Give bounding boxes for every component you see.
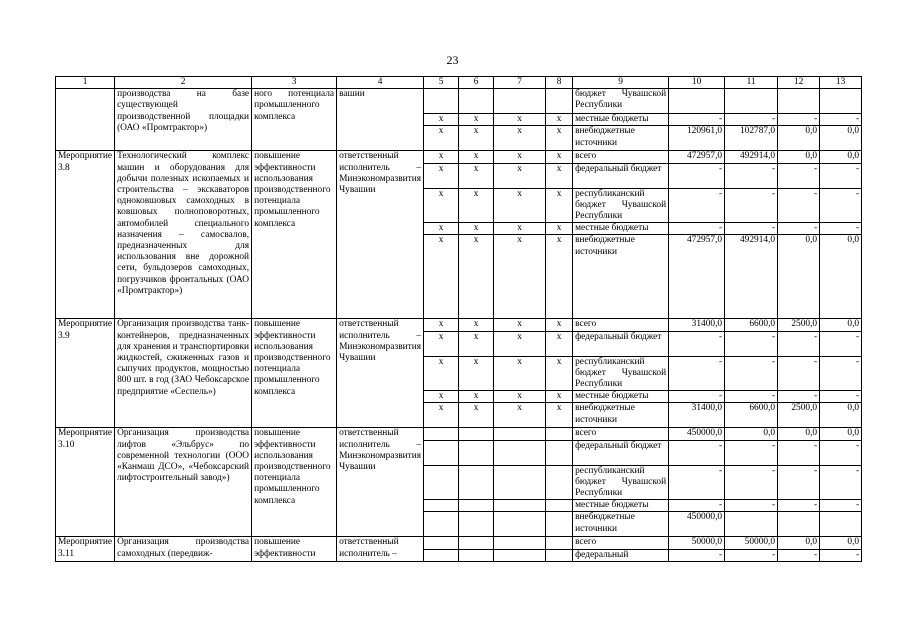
code-cell: х bbox=[494, 151, 546, 163]
funding-source: всего bbox=[573, 151, 669, 163]
amount-cell: 0,0 bbox=[820, 235, 862, 319]
amount-cell bbox=[778, 512, 820, 537]
amount-cell: - bbox=[820, 114, 862, 126]
measure-id: Мероприятие 3.9 bbox=[56, 319, 115, 428]
amount-cell: 0,0 bbox=[725, 428, 778, 440]
amount-cell: 472957,0 bbox=[669, 151, 725, 163]
code-cell: х bbox=[546, 331, 573, 356]
code-cell: х bbox=[424, 223, 459, 235]
code-cell bbox=[424, 512, 459, 537]
amount-cell bbox=[669, 89, 725, 114]
code-cell: х bbox=[459, 163, 494, 188]
code-cell bbox=[546, 500, 573, 512]
code-cell bbox=[494, 537, 546, 549]
code-cell: х bbox=[424, 163, 459, 188]
amount-cell: 2500,0 bbox=[778, 403, 820, 428]
code-cell: х bbox=[546, 126, 573, 151]
amount-cell: - bbox=[778, 549, 820, 561]
code-cell: х bbox=[546, 356, 573, 391]
funding-source: всего bbox=[573, 319, 669, 331]
amount-cell: - bbox=[820, 391, 862, 403]
amount-cell: - bbox=[669, 188, 725, 223]
code-cell: х bbox=[494, 331, 546, 356]
funding-source: местные бюджеты bbox=[573, 114, 669, 126]
code-cell: х bbox=[546, 391, 573, 403]
code-cell bbox=[459, 428, 494, 440]
amount-cell: - bbox=[725, 391, 778, 403]
amount-cell: - bbox=[669, 549, 725, 561]
code-cell: х bbox=[546, 235, 573, 319]
measure-name: Технологический комплекс машин и оборудования для добычи полезных ископаемых и строительства – экскаваторов одноковшовых самоходных в ковшовых полноповоротных, автомобилей специального назначения – самосвалов, предназначенных для использования вне дорожной сети, бульдозеров самоходных, погрузчиков фронтальных (ОАО «Промтрактор») bbox=[115, 151, 252, 319]
amount-cell: - bbox=[820, 356, 862, 391]
amount-cell bbox=[820, 89, 862, 114]
code-cell: х bbox=[494, 391, 546, 403]
code-cell: х bbox=[424, 391, 459, 403]
code-cell: х bbox=[494, 403, 546, 428]
amount-cell: - bbox=[669, 223, 725, 235]
amount-cell: - bbox=[778, 331, 820, 356]
program-table bbox=[55, 76, 862, 562]
amount-cell: 6600,0 bbox=[725, 319, 778, 331]
funding-source: всего bbox=[573, 537, 669, 549]
code-cell bbox=[546, 89, 573, 114]
code-cell: х bbox=[424, 188, 459, 223]
code-cell bbox=[494, 500, 546, 512]
table-row bbox=[56, 537, 862, 549]
code-cell bbox=[494, 440, 546, 465]
code-cell: х bbox=[546, 319, 573, 331]
table-body bbox=[56, 77, 862, 562]
funding-source: внебюджетные источники bbox=[573, 403, 669, 428]
funding-source: бюджет Чувашской Республики bbox=[573, 89, 669, 114]
code-cell bbox=[494, 465, 546, 500]
code-cell: х bbox=[459, 188, 494, 223]
code-cell: х bbox=[494, 126, 546, 151]
amount-cell: - bbox=[669, 356, 725, 391]
code-cell bbox=[459, 512, 494, 537]
code-cell bbox=[546, 549, 573, 561]
funding-source: федеральный бюджет bbox=[573, 163, 669, 188]
code-cell bbox=[546, 428, 573, 440]
amount-cell bbox=[778, 89, 820, 114]
amount-cell: 0,0 bbox=[820, 126, 862, 151]
col-header: 6 bbox=[459, 77, 494, 89]
measure-name: Организация производства лифтов «Эльбрус» по современной технологии (ООО «Канмаш ДСО», «Чебоксарский лифтостроительный завод») bbox=[115, 428, 252, 537]
code-cell: х bbox=[546, 223, 573, 235]
funding-source: всего bbox=[573, 428, 669, 440]
code-cell: х bbox=[459, 223, 494, 235]
col-header: 3 bbox=[252, 77, 337, 89]
col-header: 12 bbox=[778, 77, 820, 89]
code-cell: х bbox=[424, 114, 459, 126]
amount-cell: 50000,0 bbox=[725, 537, 778, 549]
amount-cell: - bbox=[669, 500, 725, 512]
measure-name: Организация производства танк-контейнеров, предназначенных для хранения и транспортировки жидкостей, сжиженных газов и сыпучих продуктов, мощностью 800 шт. в год (ЗАО Чебоксарское предприятие «Сеспель») bbox=[115, 319, 252, 428]
code-cell bbox=[494, 428, 546, 440]
responsible-executor: ответственный исполнитель – Минэкономразвития Чувашии bbox=[337, 319, 424, 428]
amount-cell: 6600,0 bbox=[725, 403, 778, 428]
responsible-executor: вашии bbox=[337, 89, 424, 151]
amount-cell bbox=[820, 512, 862, 537]
code-cell bbox=[494, 512, 546, 537]
code-cell: х bbox=[494, 114, 546, 126]
amount-cell: - bbox=[778, 440, 820, 465]
amount-cell: 492914,0 bbox=[725, 235, 778, 319]
code-cell bbox=[546, 440, 573, 465]
code-cell: х bbox=[459, 151, 494, 163]
amount-cell: - bbox=[669, 114, 725, 126]
measure-id: Мероприятие 3.11 bbox=[56, 537, 115, 561]
amount-cell: 120961,0 bbox=[669, 126, 725, 151]
amount-cell bbox=[725, 89, 778, 114]
amount-cell: - bbox=[778, 356, 820, 391]
code-cell: х bbox=[459, 114, 494, 126]
amount-cell: 0,0 bbox=[820, 403, 862, 428]
code-cell bbox=[424, 537, 459, 549]
amount-cell: 0,0 bbox=[778, 151, 820, 163]
code-cell: х bbox=[494, 223, 546, 235]
code-cell: х bbox=[494, 235, 546, 319]
measure-goal: ного потенциала промышленного комплекса bbox=[252, 89, 337, 151]
measure-name: Организация производства самоходных (передвиж- bbox=[115, 537, 252, 561]
code-cell: х bbox=[424, 403, 459, 428]
amount-cell: 0,0 bbox=[820, 537, 862, 549]
code-cell bbox=[424, 440, 459, 465]
amount-cell: - bbox=[820, 163, 862, 188]
code-cell bbox=[546, 537, 573, 549]
amount-cell: 50000,0 bbox=[669, 537, 725, 549]
code-cell bbox=[424, 428, 459, 440]
code-cell: х bbox=[546, 114, 573, 126]
code-cell bbox=[424, 465, 459, 500]
amount-cell: - bbox=[778, 223, 820, 235]
measure-goal: повышение эффективности bbox=[252, 537, 337, 561]
col-header: 9 bbox=[573, 77, 669, 89]
amount-cell: - bbox=[725, 163, 778, 188]
code-cell: х bbox=[424, 331, 459, 356]
col-header: 2 bbox=[115, 77, 252, 89]
funding-source: местные бюджеты bbox=[573, 391, 669, 403]
amount-cell: - bbox=[820, 188, 862, 223]
col-header: 13 bbox=[820, 77, 862, 89]
code-cell: х bbox=[459, 235, 494, 319]
amount-cell: - bbox=[820, 223, 862, 235]
amount-cell: - bbox=[669, 163, 725, 188]
code-cell: х bbox=[546, 403, 573, 428]
col-header: 4 bbox=[337, 77, 424, 89]
funding-source: местные бюджеты bbox=[573, 223, 669, 235]
responsible-executor: ответственный исполнитель – Минэкономразвития Чувашии bbox=[337, 428, 424, 537]
code-cell: х bbox=[494, 356, 546, 391]
amount-cell: - bbox=[725, 188, 778, 223]
code-cell: х bbox=[494, 188, 546, 223]
col-header: 10 bbox=[669, 77, 725, 89]
amount-cell: - bbox=[725, 356, 778, 391]
code-cell bbox=[459, 549, 494, 561]
amount-cell: 102787,0 bbox=[725, 126, 778, 151]
amount-cell: - bbox=[820, 500, 862, 512]
amount-cell: 31400,0 bbox=[669, 403, 725, 428]
amount-cell: 450000,0 bbox=[669, 512, 725, 537]
code-cell bbox=[459, 537, 494, 549]
code-cell bbox=[546, 512, 573, 537]
measure-goal: повышение эффективности использования производственного потенциала промышленного комплекса bbox=[252, 151, 337, 319]
amount-cell: - bbox=[820, 440, 862, 465]
amount-cell: - bbox=[778, 163, 820, 188]
code-cell: х bbox=[546, 188, 573, 223]
amount-cell: 0,0 bbox=[820, 428, 862, 440]
amount-cell: - bbox=[820, 549, 862, 561]
amount-cell: - bbox=[725, 500, 778, 512]
code-cell: х bbox=[424, 126, 459, 151]
code-cell bbox=[459, 440, 494, 465]
amount-cell: - bbox=[725, 223, 778, 235]
measure-id: Мероприятие 3.10 bbox=[56, 428, 115, 537]
code-cell: х bbox=[494, 319, 546, 331]
code-cell: х bbox=[459, 126, 494, 151]
amount-cell: 31400,0 bbox=[669, 319, 725, 331]
funding-source: республиканский бюджет Чувашской Республики bbox=[573, 465, 669, 500]
amount-cell: 0,0 bbox=[778, 126, 820, 151]
table-row bbox=[56, 151, 862, 163]
amount-cell: - bbox=[778, 465, 820, 500]
code-cell: х bbox=[424, 235, 459, 319]
page-number: 23 bbox=[446, 53, 459, 67]
code-cell: х bbox=[424, 356, 459, 391]
measure-name: производства на базе существующей производственной площадки (ОАО «Промтрактор») bbox=[115, 89, 252, 151]
amount-cell: 472957,0 bbox=[669, 235, 725, 319]
funding-source: республиканский бюджет Чувашской Республики bbox=[573, 188, 669, 223]
amount-cell: - bbox=[778, 114, 820, 126]
amount-cell: 0,0 bbox=[820, 319, 862, 331]
funding-source: федеральный бюджет bbox=[573, 331, 669, 356]
responsible-executor: ответственный исполнитель – Минэкономразвития Чувашии bbox=[337, 151, 424, 319]
code-cell bbox=[546, 465, 573, 500]
amount-cell: - bbox=[725, 465, 778, 500]
col-header: 8 bbox=[546, 77, 573, 89]
measure-id: Мероприятие 3.8 bbox=[56, 151, 115, 319]
amount-cell: - bbox=[669, 331, 725, 356]
funding-source: федеральный bbox=[573, 549, 669, 561]
code-cell: х bbox=[546, 163, 573, 188]
amount-cell: - bbox=[725, 331, 778, 356]
code-cell: х bbox=[424, 151, 459, 163]
code-cell: х bbox=[459, 331, 494, 356]
amount-cell: - bbox=[778, 188, 820, 223]
amount-cell: 0,0 bbox=[778, 537, 820, 549]
column-number-row bbox=[56, 77, 862, 89]
code-cell: х bbox=[494, 163, 546, 188]
code-cell bbox=[459, 500, 494, 512]
amount-cell: - bbox=[778, 391, 820, 403]
code-cell bbox=[424, 500, 459, 512]
amount-cell: - bbox=[725, 114, 778, 126]
code-cell: х bbox=[459, 356, 494, 391]
col-header: 7 bbox=[494, 77, 546, 89]
amount-cell: 2500,0 bbox=[778, 319, 820, 331]
code-cell bbox=[459, 89, 494, 114]
code-cell bbox=[494, 549, 546, 561]
amount-cell: - bbox=[820, 331, 862, 356]
funding-source: местные бюджеты bbox=[573, 500, 669, 512]
code-cell bbox=[459, 465, 494, 500]
funding-source: внебюджетные источники bbox=[573, 512, 669, 537]
code-cell: х bbox=[546, 151, 573, 163]
table-row bbox=[56, 319, 862, 331]
amount-cell: 0,0 bbox=[778, 235, 820, 319]
table-row bbox=[56, 89, 862, 114]
table-row bbox=[56, 428, 862, 440]
code-cell bbox=[424, 549, 459, 561]
amount-cell: - bbox=[725, 549, 778, 561]
funding-source: внебюджетные источники bbox=[573, 126, 669, 151]
code-cell: х bbox=[459, 403, 494, 428]
col-header: 11 bbox=[725, 77, 778, 89]
code-cell bbox=[494, 89, 546, 114]
col-header: 1 bbox=[56, 77, 115, 89]
amount-cell bbox=[725, 512, 778, 537]
amount-cell: 0,0 bbox=[820, 151, 862, 163]
code-cell: х bbox=[424, 319, 459, 331]
amount-cell: - bbox=[669, 465, 725, 500]
col-header: 5 bbox=[424, 77, 459, 89]
amount-cell: - bbox=[820, 465, 862, 500]
amount-cell: - bbox=[778, 500, 820, 512]
amount-cell: - bbox=[669, 391, 725, 403]
measure-id bbox=[56, 89, 115, 151]
amount-cell: - bbox=[725, 440, 778, 465]
funding-source: федеральный бюджет bbox=[573, 440, 669, 465]
code-cell: х bbox=[459, 319, 494, 331]
amount-cell: - bbox=[669, 440, 725, 465]
code-cell: х bbox=[459, 391, 494, 403]
code-cell bbox=[424, 89, 459, 114]
funding-source: республиканский бюджет Чувашской Республики bbox=[573, 356, 669, 391]
measure-goal: повышение эффективности использования производственного потенциала промышленного комплекса bbox=[252, 319, 337, 428]
amount-cell: 450000,0 bbox=[669, 428, 725, 440]
measure-goal: повышение эффективности использования производственного потенциала промышленного комплекса bbox=[252, 428, 337, 537]
funding-source: внебюджетные источники bbox=[573, 235, 669, 319]
responsible-executor: ответственный исполнитель – bbox=[337, 537, 424, 561]
amount-cell: 492914,0 bbox=[725, 151, 778, 163]
amount-cell: 0,0 bbox=[778, 428, 820, 440]
